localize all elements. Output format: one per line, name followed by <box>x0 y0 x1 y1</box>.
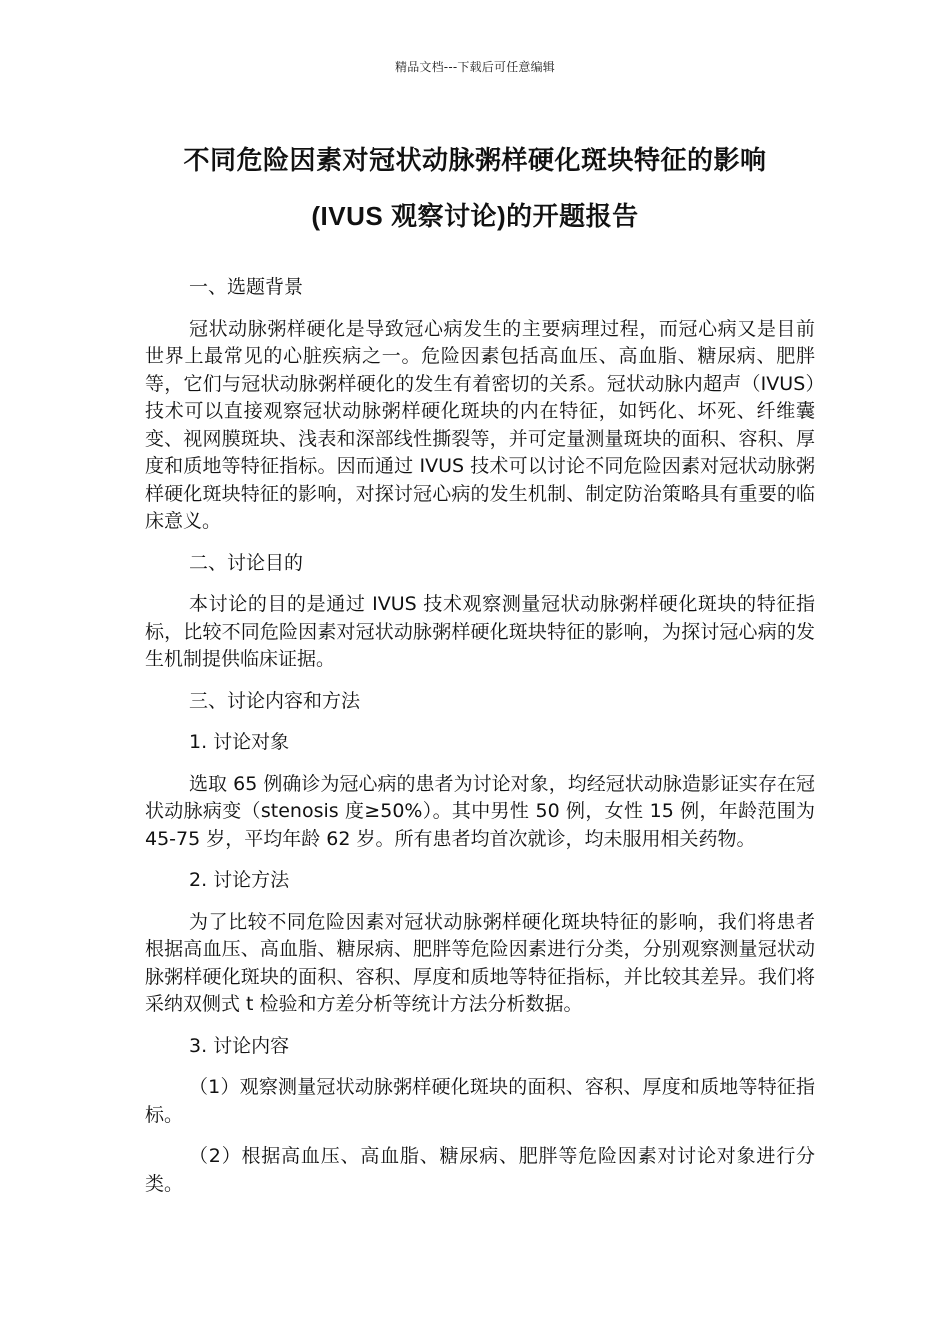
section-heading-content-methods: 三、讨论内容和方法 <box>189 689 361 712</box>
paragraph-methods: 为了比较不同危险因素对冠状动脉粥样硬化斑块特征的影响，我们将患者根据高血压、高血脂、糖尿病、肥胖等危险因素进行分类，分别观察测量冠状动脉粥样硬化斑块的面积、容积、厚度和质地等特征指标，并比较其差异。我们将采纳双侧式 t 检验和方差分析等统计方法分析数据。 <box>145 910 815 1015</box>
header-watermark: 精品文档---下载后可任意编辑 <box>395 60 555 74</box>
paragraph-background: 冠状动脉粥样硬化是导致冠心病发生的主要病理过程，而冠心病又是目前世界上最常见的心脏疾病之一。危险因素包括高血压、高血脂、糖尿病、肥胖等，它们与冠状动脉粥样硬化的发生有着密切的关系。冠状动脉内超声（IVUS）技术可以直接观察冠状动脉粥样硬化斑块的内在特征，如钙化、坏死、纤维囊变、视网膜斑块、浅表和深部线性撕裂等，并可定量测量斑块的面积、容积、厚度和质地等特征指标。因而通过 IVUS 技术可以讨论不同危险因素对冠状动脉粥样硬化斑块特征的影响，对探讨冠心病的发生机制、制定防治策略具有重要的临床意义。 <box>145 317 815 532</box>
list-item-content-2: （2）根据高血压、高血脂、糖尿病、肥胖等危险因素对讨论对象进行分类。 <box>145 1145 815 1195</box>
subsection-heading-content: 3. 讨论内容 <box>189 1034 290 1057</box>
subsection-heading-methods: 2. 讨论方法 <box>189 869 290 891</box>
list-item-content-1: （1）观察测量冠状动脉粥样硬化斑块的面积、容积、厚度和质地等特征指标。 <box>145 1076 815 1126</box>
section-heading-background: 一、选题背景 <box>189 276 304 298</box>
page-title-line-2: (IVUS 观察讨论)的开题报告 <box>311 201 639 231</box>
page-title-line-1: 不同危险因素对冠状动脉粥样硬化斑块特征的影响 <box>183 145 767 175</box>
subsection-heading-subjects: 1. 讨论对象 <box>189 731 290 753</box>
paragraph-purpose: 本讨论的目的是通过 IVUS 技术观察测量冠状动脉粥样硬化斑块的特征指标，比较不同危险因素对冠状动脉粥样硬化斑块特征的影响，为探讨冠心病的发生机制提供临床证据。 <box>145 593 815 670</box>
paragraph-subjects: 选取 65 例确诊为冠心病的患者为讨论对象，均经冠状动脉造影证实存在冠状动脉病变（stenosis 度≥50%）。其中男性 50 例，女性 15 例，年龄范围为 45-75 岁，平均年龄 62 岁。所有患者均首次就诊，均未服用相关药物。 <box>145 772 815 850</box>
document-body <box>145 274 815 1212</box>
section-heading-purpose: 二、讨论目的 <box>189 551 304 574</box>
